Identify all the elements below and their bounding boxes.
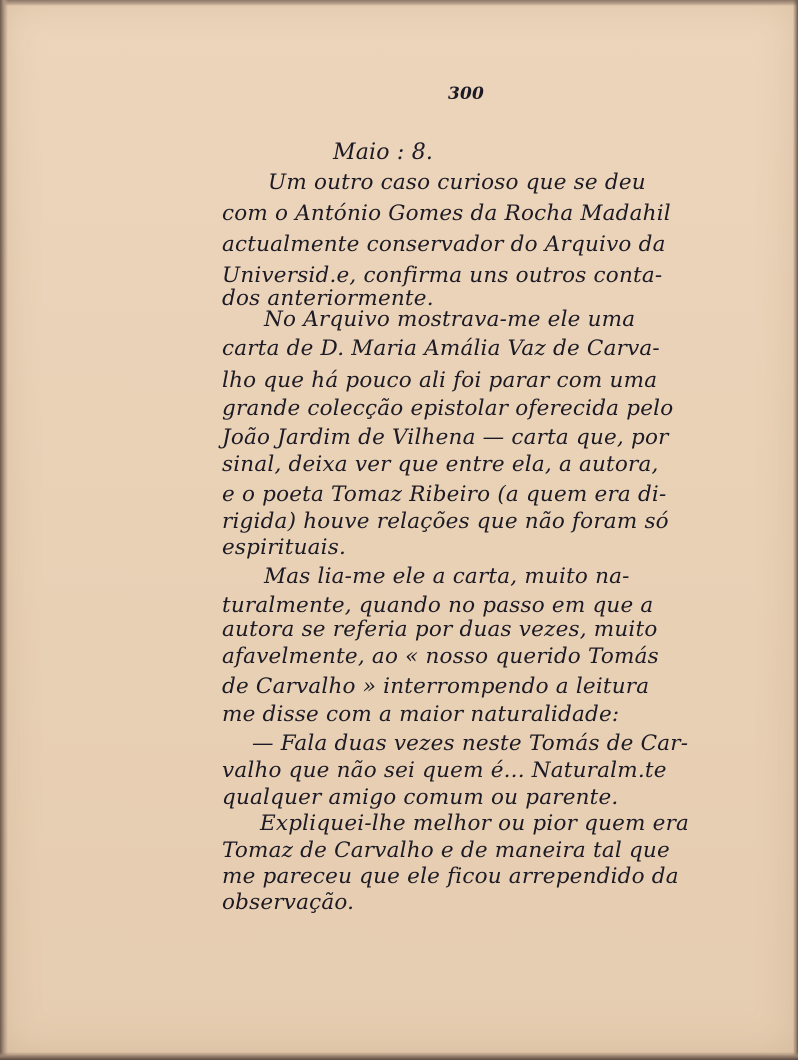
- manuscript-line: lho que há pouco ali foi parar com uma: [222, 368, 658, 393]
- manuscript-line: carta de D. Maria Amália Vaz de Carva-: [222, 336, 660, 361]
- manuscript-line: me disse com a maior naturalidade:: [222, 702, 620, 727]
- manuscript-line: turalmente, quando no passo em que a: [222, 593, 654, 618]
- manuscript-line: grande colecção epistolar oferecida pelo: [222, 396, 674, 421]
- manuscript-line: Um outro caso curioso que se deu: [268, 170, 646, 195]
- manuscript-line: autora se referia por duas vezes, muito: [222, 617, 658, 642]
- page-edge-bottom: [0, 1052, 798, 1060]
- manuscript-line: espirituais.: [222, 535, 346, 560]
- manuscript-line: de Carvalho » interrompendo a leitura: [222, 674, 650, 699]
- manuscript-line: actualmente conservador do Arquivo da: [222, 232, 666, 257]
- page-edge-right: [793, 0, 798, 1060]
- manuscript-line: com o António Gomes da Rocha Madahil: [222, 201, 671, 226]
- manuscript-line: Universid.e, confirma uns outros conta-: [222, 263, 663, 288]
- manuscript-line: rigida) houve relações que não foram só: [222, 509, 669, 534]
- manuscript-line: qualquer amigo comum ou parente.: [222, 785, 619, 810]
- date-heading: Maio : 8.: [333, 140, 434, 165]
- page-edge-left: [0, 0, 8, 1060]
- manuscript-line: sinal, deixa ver que entre ela, a autora,: [222, 452, 659, 477]
- manuscript-line: — Fala duas vezes neste Tomás de Car-: [252, 731, 689, 756]
- manuscript-line: valho que não sei quem é... Naturalm.te: [222, 758, 667, 783]
- manuscript-line: observação.: [222, 890, 355, 915]
- manuscript-line: Expliquei-lhe melhor ou pior quem era: [260, 811, 690, 836]
- manuscript-line: afavelmente, ao « nosso querido Tomás: [222, 644, 659, 669]
- page-edge-top: [0, 0, 798, 6]
- manuscript-line: me pareceu que ele ficou arrependido da: [222, 864, 679, 889]
- manuscript-line: Mas lia-me ele a carta, muito na-: [264, 564, 630, 589]
- page-number: 300: [448, 84, 485, 104]
- manuscript-line: e o poeta Tomaz Ribeiro (a quem era di-: [222, 482, 667, 507]
- manuscript-line: João Jardim de Vilhena — carta que, por: [222, 425, 669, 450]
- manuscript-line: Tomaz de Carvalho e de maneira tal que: [222, 838, 670, 863]
- manuscript-line: No Arquivo mostrava-me ele uma: [264, 307, 636, 332]
- manuscript-line: dos anteriormente.: [222, 286, 434, 311]
